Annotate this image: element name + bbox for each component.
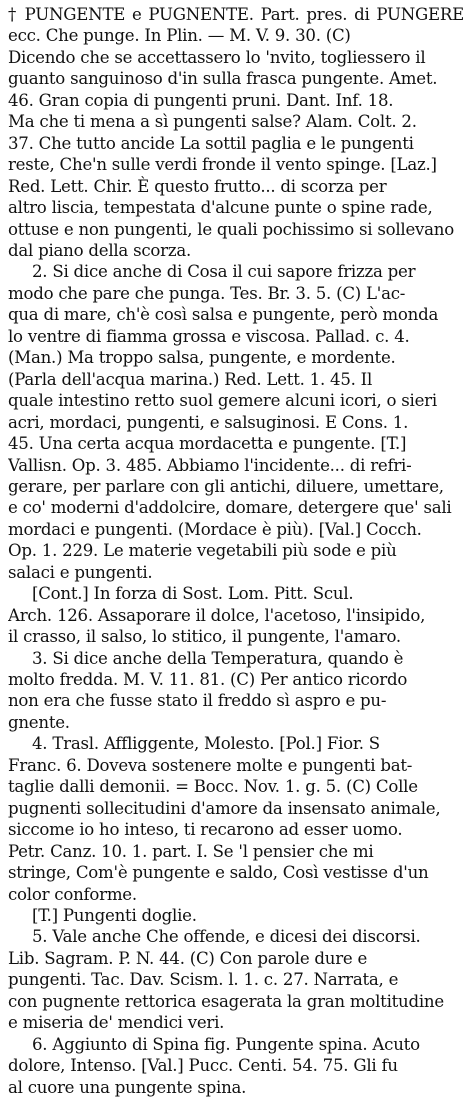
text-line: gnente. xyxy=(8,712,70,732)
subsense-t-line: [T.] Pungenti doglie. xyxy=(32,906,197,926)
text-line: Franc. 6. Doveva sostenere molte e pungenti bat- xyxy=(8,755,413,775)
text-line: Petr. Canz. 10. 1. part. I. Se 'l pensier che mi xyxy=(8,841,374,861)
text-line: il crasso, il salso, lo stitico, il pungente, l'amaro. xyxy=(8,627,401,647)
text-line: Ma che ti mena a sì pungenti salse? Alam. Colt. 2. xyxy=(8,112,417,132)
text-line: Op. 1. 229. Le materie vegetabili più sode e più xyxy=(8,541,397,561)
text-line: (Man.) Ma troppo salsa, pungente, e mordente. xyxy=(8,348,396,368)
sense-3-line: 3. Si dice anche della Temperatura, quando è xyxy=(32,648,404,668)
text-line: 37. Che tutto ancide La sottil paglia e le pungenti xyxy=(8,133,414,153)
text-line: quale intestino retto suol gemere alcuni icori, o sieri xyxy=(8,391,437,411)
text-line: ottuse e non pungenti, le quali pochissimo si sollevano xyxy=(8,219,454,239)
text-line: guanto sanguinoso d'in sulla frasca pungente. Amet. xyxy=(8,69,438,89)
text-line: e co' moderni d'addolcire, domare, detergere que' sali xyxy=(8,498,452,518)
text-line: lo ventre di fiamma grossa e viscosa. Pallad. c. 4. xyxy=(8,326,410,346)
text-line: siccome io ho inteso, ti recarono ad esser uomo. xyxy=(8,820,403,840)
text-line: Vallisn. Op. 3. 485. Abbiamo l'incidente... di refri- xyxy=(8,455,412,475)
entry-headword-line: † PUNGENTE e PUGNENTE. Part. pres. di PUNGERE ecc. Che punge. In Plin. — M. V. 9. 30. (C) xyxy=(8,5,464,46)
text-line: acri, mordaci, pungenti, e salsuginosi. E Cons. 1. xyxy=(8,412,409,432)
sense-6-line: 6. Aggiunto di Spina fig. Pungente spina. Acuto xyxy=(32,1034,420,1054)
text-line: gerare, per parlare con gli antichi, diluere, umettare, xyxy=(8,476,444,496)
text-line: Dicendo che se accettassero lo 'nvito, togliessero il xyxy=(8,47,426,67)
text-line: al cuore una pungente spina. xyxy=(8,1077,247,1097)
text-line: altro liscia, tempestata d'alcune punte o spine rade, xyxy=(8,198,433,218)
text-line: pugnenti sollecitudini d'amore da insensato animale, xyxy=(8,798,441,818)
text-line: reste, Che'n sulle verdi fronde il vento spinge. [Laz.] xyxy=(8,155,437,175)
text-line: modo che pare che punga. Tes. Br. 3. 5. (C) L'ac- xyxy=(8,283,406,303)
text-line: taglie dalli demonii. = Bocc. Nov. 1. g. 5. (C) Colle xyxy=(8,777,418,797)
text-line: Red. Lett. Chir. È questo frutto... di scorza per xyxy=(8,176,387,196)
text-line: con pugnente rettorica esagerata la gran moltitudine xyxy=(8,991,444,1011)
text-line: dolore, Intenso. [Val.] Pucc. Centi. 54. 75. Gli fu xyxy=(8,1056,398,1076)
sense-5-line: 5. Vale anche Che offende, e dicesi dei discorsi. xyxy=(32,927,421,947)
text-line: 46. Gran copia di pungenti pruni. Dant. Inf. 18. xyxy=(8,90,394,110)
text-line: e miseria de' mendici veri. xyxy=(8,1013,225,1033)
text-line: stringe, Com'è pungente e saldo, Così vestisse d'un xyxy=(8,863,429,883)
sense-4-line: 4. Trasl. Affliggente, Molesto. [Pol.] Fior. S xyxy=(32,734,380,754)
text-line: dal piano della scorza. xyxy=(8,240,191,260)
dictionary-entry-pungente xyxy=(8,4,464,1098)
text-line: color conforme. xyxy=(8,884,137,904)
text-line: Lib. Sagram. P. N. 44. (C) Con parole dure e xyxy=(8,948,368,968)
text-line: pungenti. Tac. Dav. Scism. l. 1. c. 27. Narrata, e xyxy=(8,970,399,990)
text-line: non era che fusse stato il freddo sì aspro e pu- xyxy=(8,691,387,711)
text-line: Arch. 126. Assaporare il dolce, l'acetoso, l'insipido, xyxy=(8,605,426,625)
sense-2-line: 2. Si dice anche di Cosa il cui sapore frizza per xyxy=(32,262,416,282)
text-line: (Parla dell'acqua marina.) Red. Lett. 1. 45. Il xyxy=(8,369,373,389)
text-line: 45. Una certa acqua mordacetta e pungente. [T.] xyxy=(8,434,407,454)
text-line: qua di mare, ch'è così salsa e pungente, però monda xyxy=(8,305,439,325)
text-line: salaci e pungenti. xyxy=(8,562,153,582)
subsense-cont-line: [Cont.] In forza di Sost. Lom. Pitt. Scul. xyxy=(32,584,354,604)
text-line: mordaci e pungenti. (Mordace è più). [Val.] Cocch. xyxy=(8,519,422,539)
text-line: molto fredda. M. V. 11. 81. (C) Per antico ricordo xyxy=(8,670,408,690)
